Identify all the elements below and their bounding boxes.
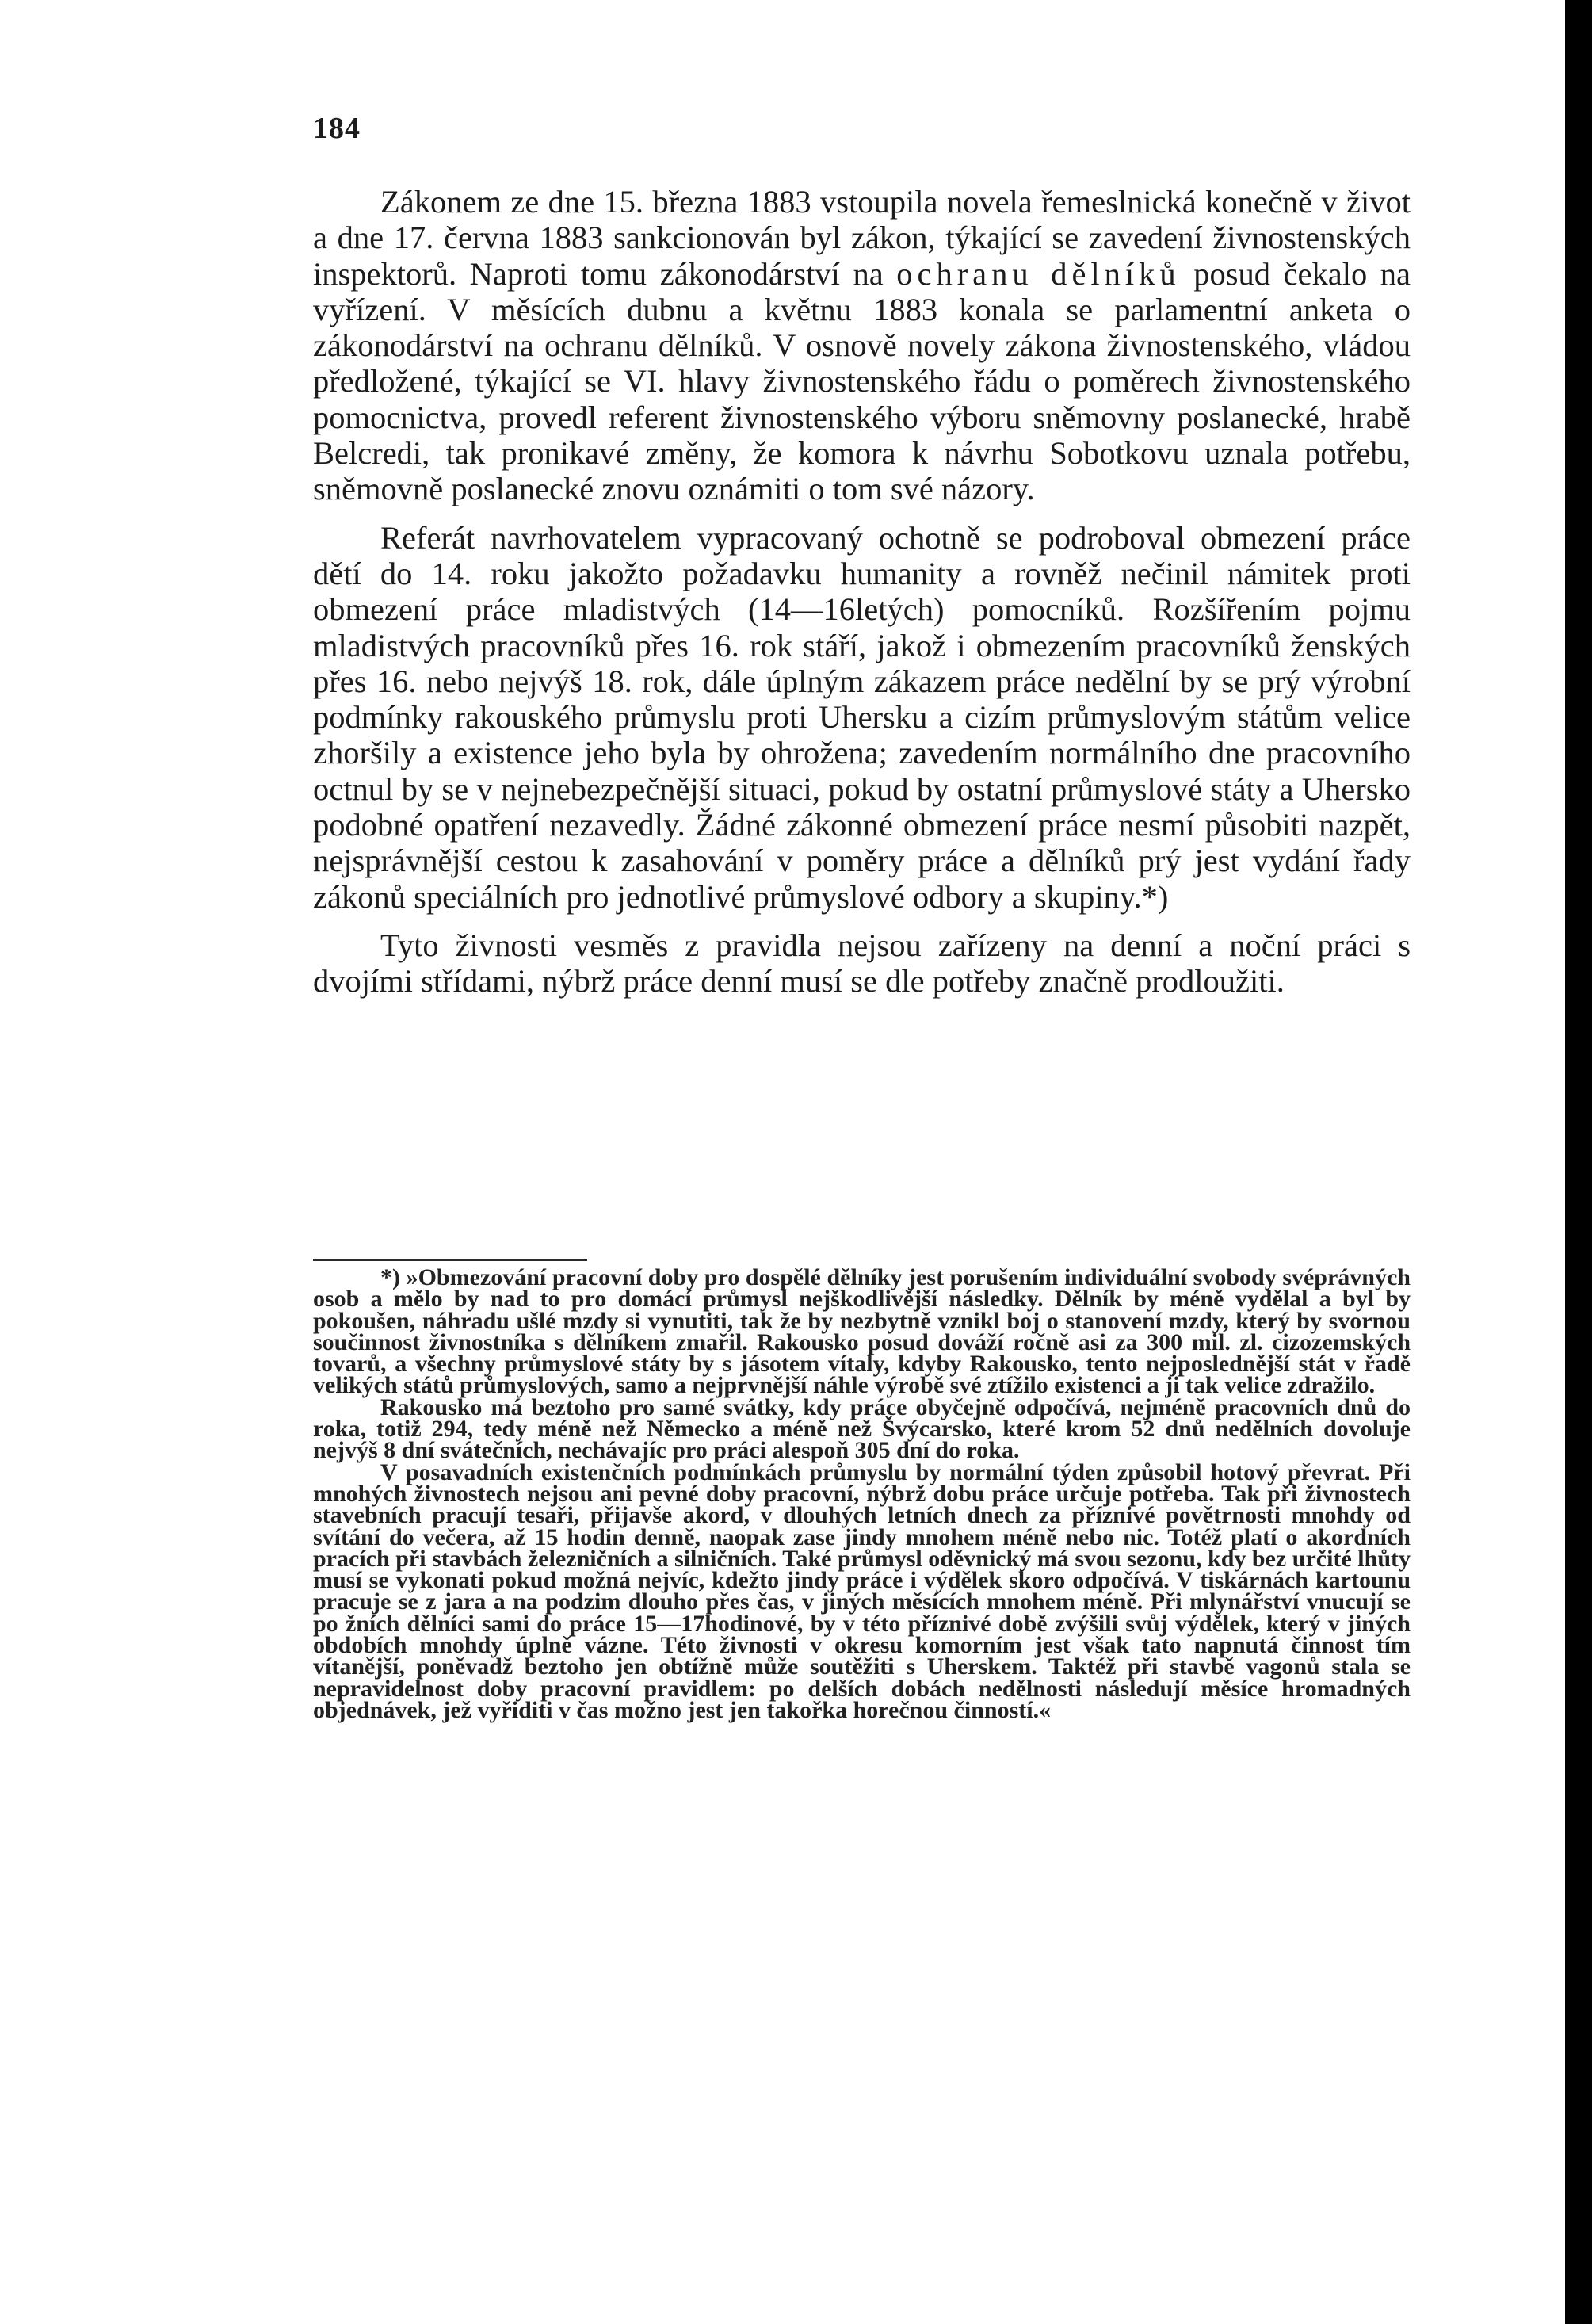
footnote-paragraph-2: Rakousko má beztoho pro samé svátky, kdy práce obyčejně odpočívá, nejméně pracovních dnů do roka, totiž 294, tedy méně než Německo a méně než Švýcarsko, které krom 52 dnů nedělních dovoluje nejvýš 8 dní svátečních, nechávajíc pro práci alespoň 305 dní do roka. (313, 1393, 1411, 1464)
paragraph-3: Tyto živnosti vesměs z pravidla nejsou zařízeny na denní a noční práci s dvojími střídami, nýbrž práce denní musí se dle potřeby značně prodloužiti. (313, 927, 1411, 1000)
paragraph-1-start: Zákonem ze dne 15. března 1883 vstoupila novela řemeslnická konečně v život a dne 17. června 1883 sankcionován byl zákon, týkající se zavedení živnostenských inspektorů. Naproti tomu zákonodárství na (313, 184, 1411, 292)
paragraph-1-end: posud čekalo na vyřízení. V měsících dubnu a květnu 1883 konala se parlamentní anketa o zákonodárství na ochranu dělníků. V osnově novely zákona živnostenského, vládou předložené, týkající se VI. hlavy živnostenského řádu o poměrech živnostenského pomocnictva, provedl referent živnostenského výboru sněmovny poslanecké, hrabě Belcredi, tak pronikavé změny, že komora k návrhu Sobotkovu uznala potřebu, sněmovně poslanecké znovu oznámiti o tom své názory. (313, 255, 1411, 507)
paragraph-1 (313, 184, 1411, 507)
page-number: 184 (313, 112, 361, 145)
scan-border (1565, 0, 1592, 2324)
footnotes (313, 1264, 1411, 1723)
footnote-divider (313, 1259, 587, 1261)
emphasis-ochranu-delniku: ochranu dělníků (896, 255, 1181, 292)
footnote-paragraph-1: *) »Obmezování pracovní doby pro dospělé dělníky jest porušením individuální svobody svéprávných osob a mělo by nad to pro domácí průmysl nejškodlivější následky. Dělník by méně vydělal a byl by pokoušen, náhradu ušlé mzdy si vynutiti, tak že by nezbytně vznikl boj o stanovení mzdy, který by svornou součinnost živnostníka s dělníkem zmařil. Rakousko posud dováží ročně asi za 300 mil. zl. cizozemských tovarů, a všechny průmyslové státy by s jásotem vítaly, kdyby Rakousko, tento nejposlednější stát v řadě velikých států průmyslových, samo a nejprvnější náhle výrobě své ztížilo existenci a ji tak velice zdražilo. (313, 1264, 1411, 1399)
footnote-paragraph-3: V posavadních existenčních podmínkách průmyslu by normální týden způsobil hotový převrat. Při mnohých živnostech nejsou ani pevné doby pracovní, nýbrž dobu práce určuje potřeba. Tak při živnostech stavebních pracují tesaři, přijavše akord, v dlouhých letních dnech za příznivé povětrnosti mnohdy od svítání do večera, až 15 hodin denně, naopak zase jindy mnohem méně nebo nic. Totéž platí o akordních pracích při stavbách železničních a silničních. Také průmysl oděvnický má svou sezonu, kdy bez určité lhůty musí se vykonati pokud možná nejvíc, kdežto jindy práce i výdělek skoro odpočívá. V tiskárnách kartounu pracuje se z jara a na podzim dlouho přes čas, v jiných měsících mnohem méně. Při mlynářství vnucují se po žních dělníci sami do práce 15—17hodinové, by v této příznivé době zvýšili svůj výdělek, který v jiných obdobích mnohdy úplně vázne. Této živnosti v okresu komorním jest však tato napnutá činnost tím vítanější, poněvadž beztoho jen obtížně může soutěžiti s Uherskem. Taktéž při stavbě vagonů stala se nepravidelnost doby pracovní pravidlem: po delších dobách nedělnosti následují měsíce hromadných objednávek, jež vyřiditi v čas možno jest jen takořka horečnou činností.« (313, 1458, 1411, 1723)
paragraph-2: Referát navrhovatelem vypracovaný ochotně se podroboval obmezení práce dětí do 14. roku jakožto požadavku humanity a rovněž nečinil námitek proti obmezení práce mladistvých (14—16letých) pomocníků. Rozšířením pojmu mladistvých pracovníků přes 16. rok stáří, jakož i obmezením pracovníků ženských přes 16. nebo nejvýš 18. rok, dále úplným zákazem práce nedělní by se prý výrobní podmínky rakouského průmyslu proti Uhersku a cizím průmyslovým státům velice zhoršily a existence jeho byla by ohrožena; zavedením normálního dne pracovního octnul by se v nejnebezpečnější situaci, pokud by ostatní průmyslové státy a Uhersko podobné opatření nezavedly. Žádné zákonné obmezení práce nesmí působiti nazpět, nejsprávnější cestou k zasahování v poměry práce a dělníků prý jest vydání řady zákonů speciálních pro jednotlivé průmyslové odbory a skupiny.*) (313, 519, 1411, 915)
book-page (313, 0, 1411, 2324)
main-text (313, 184, 1411, 1000)
